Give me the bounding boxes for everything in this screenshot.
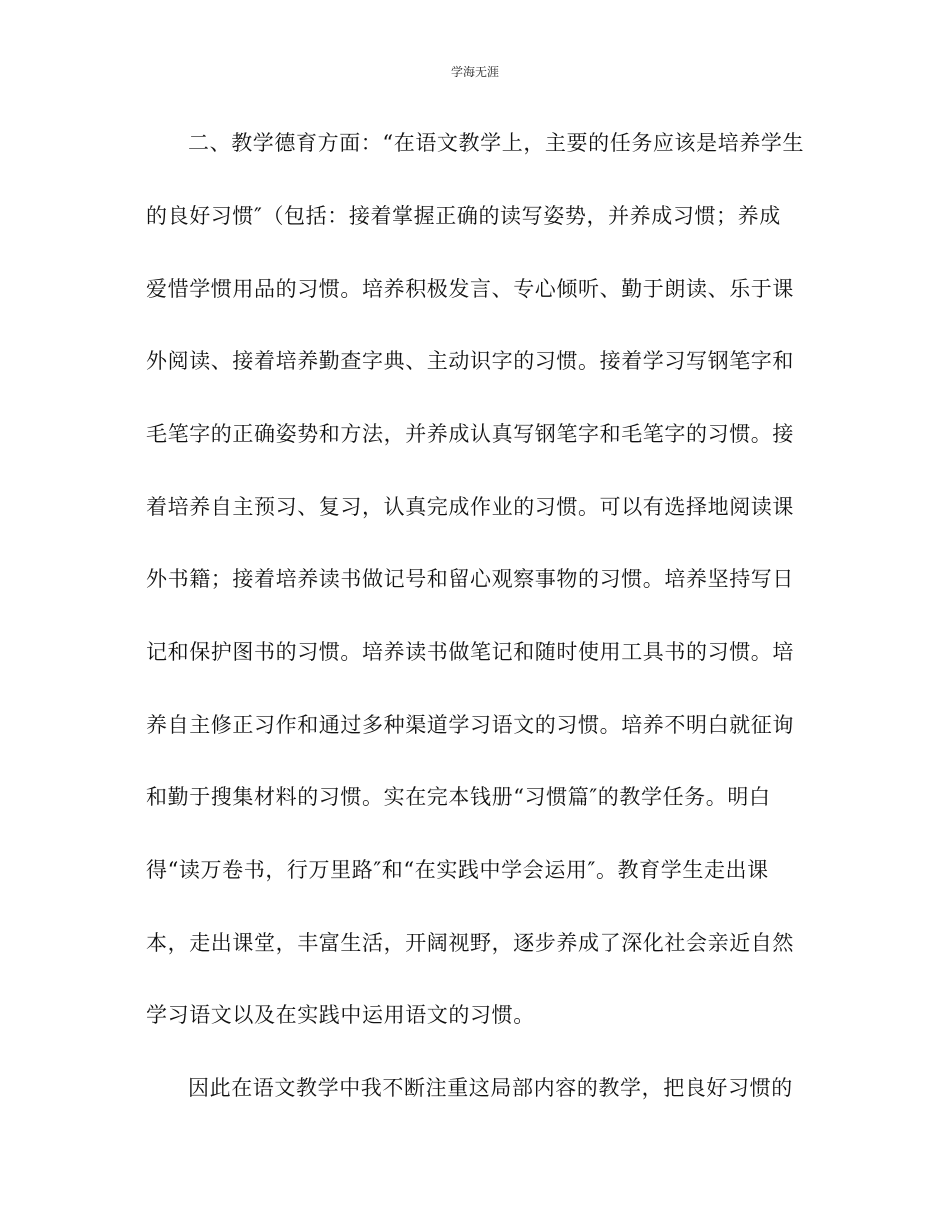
- paragraph-line: 本，走出课堂，丰富生活，开阔视野，逐步养成了深化社会亲近自然: [146, 931, 794, 955]
- paragraph-line: 的良好习惯″（包括：接着掌握正确的读写姿势，并养成习惯；养成: [146, 204, 781, 228]
- paragraph-line: 得“读万卷书，行万里路″和“在实践中学会运用″。教育学生走出课: [146, 858, 769, 882]
- paragraph-line: 毛笔字的正确姿势和方法，并养成认真写钢笔字和毛笔字的习惯。接: [146, 422, 794, 446]
- paragraph-line: 外阅读、接着培养勤查字典、主动识字的习惯。接着学习写钢笔字和: [146, 349, 794, 373]
- paragraph-line: 学习语文以及在实践中运用语文的习惯。: [146, 1003, 535, 1027]
- paragraph-line: 二、教学德育方面：“在语文教学上，主要的任务应该是培养学生: [188, 131, 805, 155]
- paragraph-line: 因此在语文教学中我不断注重这局部内容的教学，把良好习惯的: [188, 1076, 793, 1100]
- paragraph-line: 和勤于搜集材料的习惯。实在完本钱册“习惯篇″的教学任务。明白: [146, 785, 771, 809]
- paragraph-line: 养自主修正习作和通过多种渠道学习语文的习惯。培养不明白就征询: [146, 713, 794, 737]
- paragraph-line: 爱惜学惯用品的习惯。培养积极发言、专心倾听、勤于朗读、乐于课: [146, 277, 794, 301]
- paragraph-line: 着培养自主预习、复习，认真完成作业的习惯。可以有选择地阅读课: [146, 495, 794, 519]
- page-header: 学海无涯: [450, 65, 499, 79]
- paragraph-line: 外书籍；接着培养读书做记号和留心观察事物的习惯。培养坚持写日: [146, 567, 794, 591]
- paragraph-line: 记和保护图书的习惯。培养读书做笔记和随时使用工具书的习惯。培: [146, 640, 794, 664]
